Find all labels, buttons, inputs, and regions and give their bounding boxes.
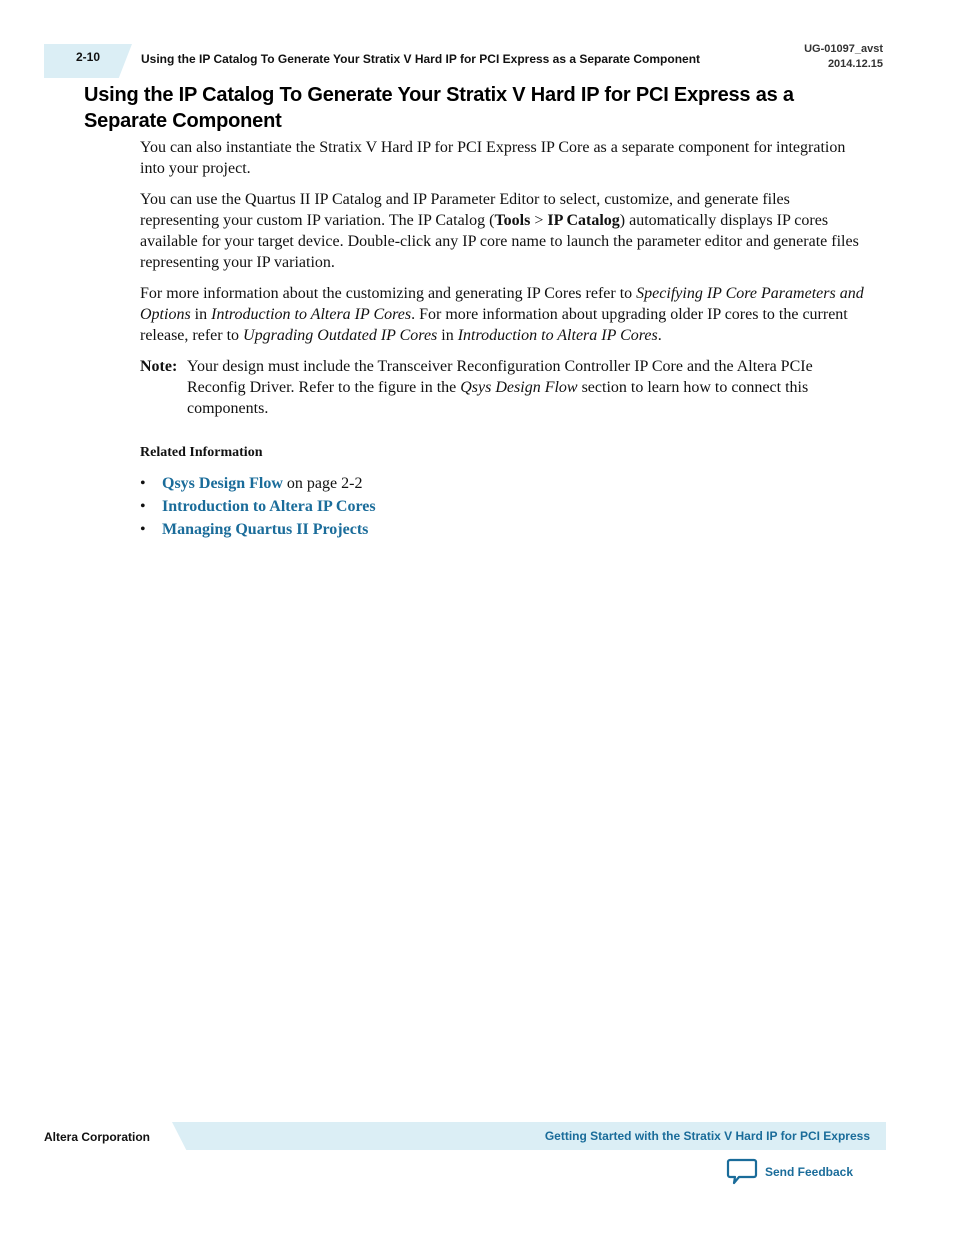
link-qsys-design-flow[interactable]: Qsys Design Flow (162, 475, 283, 492)
section-body (140, 137, 868, 542)
doc-id: UG-01097_avst (804, 43, 883, 55)
note-label: Note: (140, 358, 178, 375)
section-title: Using the IP Catalog To Generate Your Stratix V Hard IP for PCI Express as a Separate Component (84, 84, 794, 132)
p3-text-a: For more information about the customizing and generating IP Cores refer to (140, 285, 637, 302)
link-introduction-altera-ip-cores[interactable]: Introduction to Altera IP Cores (162, 498, 376, 515)
note-block (140, 356, 868, 419)
p3-text-c: . For more information about upgrading older IP cores to the current release, refer to (140, 306, 848, 344)
link-suffix: on page 2-2 (282, 475, 363, 492)
running-header-title: Using the IP Catalog To Generate Your Stratix V Hard IP for PCI Express as a Separate Component (141, 52, 701, 66)
note-text-b: section to learn how to connect this components. (187, 379, 809, 417)
ref-intro-altera-ip-2: Introduction to Altera IP Cores (457, 327, 658, 344)
send-feedback-button[interactable] (726, 1158, 853, 1186)
ref-intro-altera-ip-1: Introduction to Altera IP Cores (211, 306, 412, 323)
bullet: • (140, 498, 146, 515)
ref-upgrading-ip-cores: Upgrading Outdated IP Cores (243, 327, 438, 344)
related-links-list (140, 473, 868, 540)
note-text-a: Your design must include the Transceiver Reconfiguration Controller IP Core and the Altera PCIe Reconfig Driver. Refer to the figure in the (187, 358, 813, 396)
paragraph-2 (140, 189, 868, 273)
link-managing-quartus-projects[interactable]: Managing Quartus II Projects (162, 521, 369, 538)
bullet: • (140, 521, 146, 538)
p2-text-b: ) automatically displays IP cores available for your target device. Double-click any IP core name to launch the parameter editor and generate files representing your IP variation. (140, 212, 859, 271)
ref-specifying-ip-core: Specifying IP Core Parameters and Options (140, 285, 864, 323)
doc-date: 2014.12.15 (827, 58, 883, 70)
p3-text-b: in (190, 306, 212, 323)
menu-separator: > (530, 212, 548, 229)
list-item (140, 519, 868, 540)
send-feedback-label: Send Feedback (765, 1165, 854, 1179)
speech-bubble-icon (726, 1158, 758, 1186)
ref-qsys-design-flow: Qsys Design Flow (460, 379, 578, 396)
note-text (187, 356, 868, 419)
paragraph-3 (140, 283, 868, 346)
menu-ip-catalog: IP Catalog (547, 212, 620, 229)
p2-text-a: You can use the Quartus II IP Catalog and IP Parameter Editor to select, customize, and generate files representing your custom IP variation. The IP Catalog ( (140, 191, 790, 229)
paragraph-1: You can also instantiate the Stratix V Hard IP for PCI Express IP Core as a separate component for integration into your project. (140, 139, 846, 177)
bullet: • (140, 475, 146, 492)
p3-text-e: . (657, 327, 662, 344)
page-number: 2-10 (76, 50, 101, 64)
list-item (140, 473, 868, 494)
related-information-heading: Related Information (140, 445, 263, 460)
menu-tools: Tools (494, 212, 531, 229)
list-item (140, 496, 868, 517)
doc-info (804, 42, 883, 72)
footer-company: Altera Corporation (44, 1130, 151, 1144)
footer-doc-title-link[interactable]: Getting Started with the Stratix V Hard IP for PCI Express (544, 1129, 870, 1143)
p3-text-d: in (437, 327, 458, 344)
